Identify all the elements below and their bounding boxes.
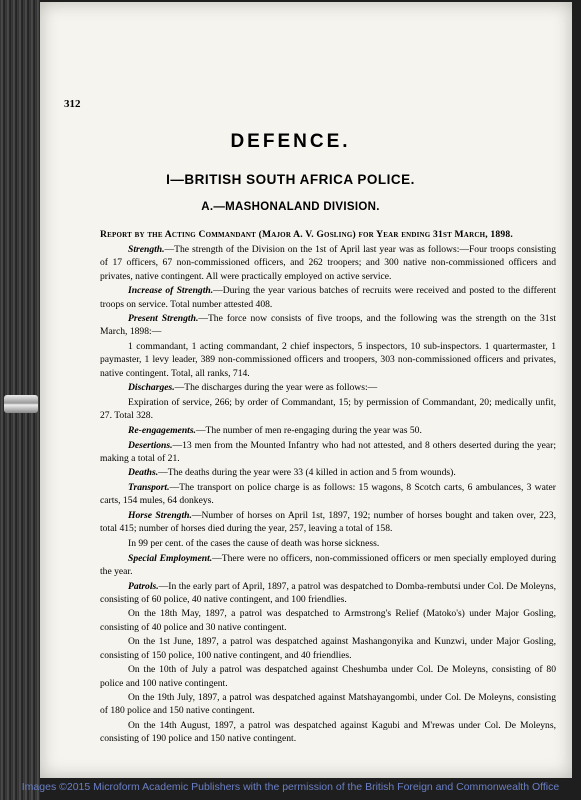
copyright-footer: Images ©2015 Microform Academic Publishers with the permission of the British Foreign and Commonwealth Office <box>21 781 560 793</box>
paragraph: On the 10th of July a patrol was despatched against Cheshumba under Col. De Moleyns, consisting of 80 police and 100 native contingent. <box>100 664 556 689</box>
paragraph: Horse Strength.—Number of horses on April 1st, 1897, 192; number of horses bought and taken over, 223, total 415; number of horses died during the year, 257, leaving a total of 158. <box>100 510 556 535</box>
paragraph: Present Strength.—The force now consists of five troops, and the following was the strength on the 31st March, 1898:— <box>100 313 556 338</box>
paragraph: Expiration of service, 266; by order of Commandant, 15; by permission of Commandant, 20; medically unfit, 27. Total 328. <box>100 396 556 422</box>
paragraph: Strength.—The strength of the Division on the 1st of April last year was as follows:—Four troops consisting of 17 officers, 67 non-commissioned officers, and 262 troopers; and 300 native non-commissioned officers and privates, native contingent. All were practically employed on active service. <box>100 244 556 282</box>
page-title: DEFENCE. <box>230 131 351 152</box>
section-heading: I—BRITISH SOUTH AFRICA POLICE. <box>166 172 415 187</box>
paragraph: Special Employment.—There were no officers, non-commissioned officers or men specially employed during the year. <box>100 552 556 577</box>
division-heading: A.—MASHONALAND DIVISION. <box>201 201 380 213</box>
page-number: 312 <box>64 98 81 110</box>
paragraph: Desertions.—13 men from the Mounted Infantry who had not attested, and 8 others deserted during the year; making a total of 21. <box>100 439 556 464</box>
paragraph: Deaths.—The deaths during the year were 33 (4 killed in action and 5 from wounds). <box>128 467 456 479</box>
paragraph: In 99 per cent. of the cases the cause of death was horse sickness. <box>128 537 380 549</box>
report-heading: Report by the Acting Commandant (Major A. V. Gosling) for Year ending 31st March, 1898. <box>100 229 514 240</box>
paragraph: Discharges.—The discharges during the year were as follows:— <box>128 382 378 394</box>
paragraph: On the 14th August, 1897, a patrol was despatched against Kagubi and M'rewas under Col. De Moleyns, consisting of 190 police and 150 native contingent. <box>100 720 556 745</box>
paragraph: Re-engagements.—The number of men re-engaging during the year was 50. <box>128 424 422 436</box>
paragraph: Increase of Strength.—During the year various batches of recruits were received and posted to the different troops on service. Total number attested 408. <box>100 285 557 310</box>
paragraph: 1 commandant, 1 acting commandant, 2 chief inspectors, 5 inspectors, 10 sub-inspectors. 1 quartermaster, 1 paymaster, 1 levy leader, 389 non-commissioned officers and troopers, 303 non-commissioned officers and privates, native contingent. Total, all ranks, 714. <box>100 341 556 379</box>
paragraph: Transport.—The transport on police charge is as follows: 15 wagons, 8 Scotch carts, 6 ambulances, 3 water carts, 154 mules, 64 donkeys. <box>100 482 556 507</box>
paragraph: On the 19th July, 1897, a patrol was despatched against Matshayangombi, under Col. De Moleyns, consisting of 180 police and 150 native contingent. <box>100 692 556 717</box>
document-body <box>100 228 556 747</box>
paragraph: On the 1st June, 1897, a patrol was despatched against Mashangonyika and Kunzwi, under Major Gosling, consisting of 150 police, 100 native contingent, and 40 friendlies. <box>100 636 556 661</box>
paragraph: Patrols.—In the early part of April, 1897, a patrol was despatched to Domba-rembutsi under Col. De Moleyns, consisting of 60 police, 40 native contingent, and 100 friendlies. <box>100 580 556 605</box>
paragraph: On the 18th May, 1897, a patrol was despatched to Armstrong's Relief (Matoko's) under Major Gosling, consisting of 40 police and 30 native contingent. <box>100 608 556 633</box>
binding-ribbon <box>4 395 38 413</box>
